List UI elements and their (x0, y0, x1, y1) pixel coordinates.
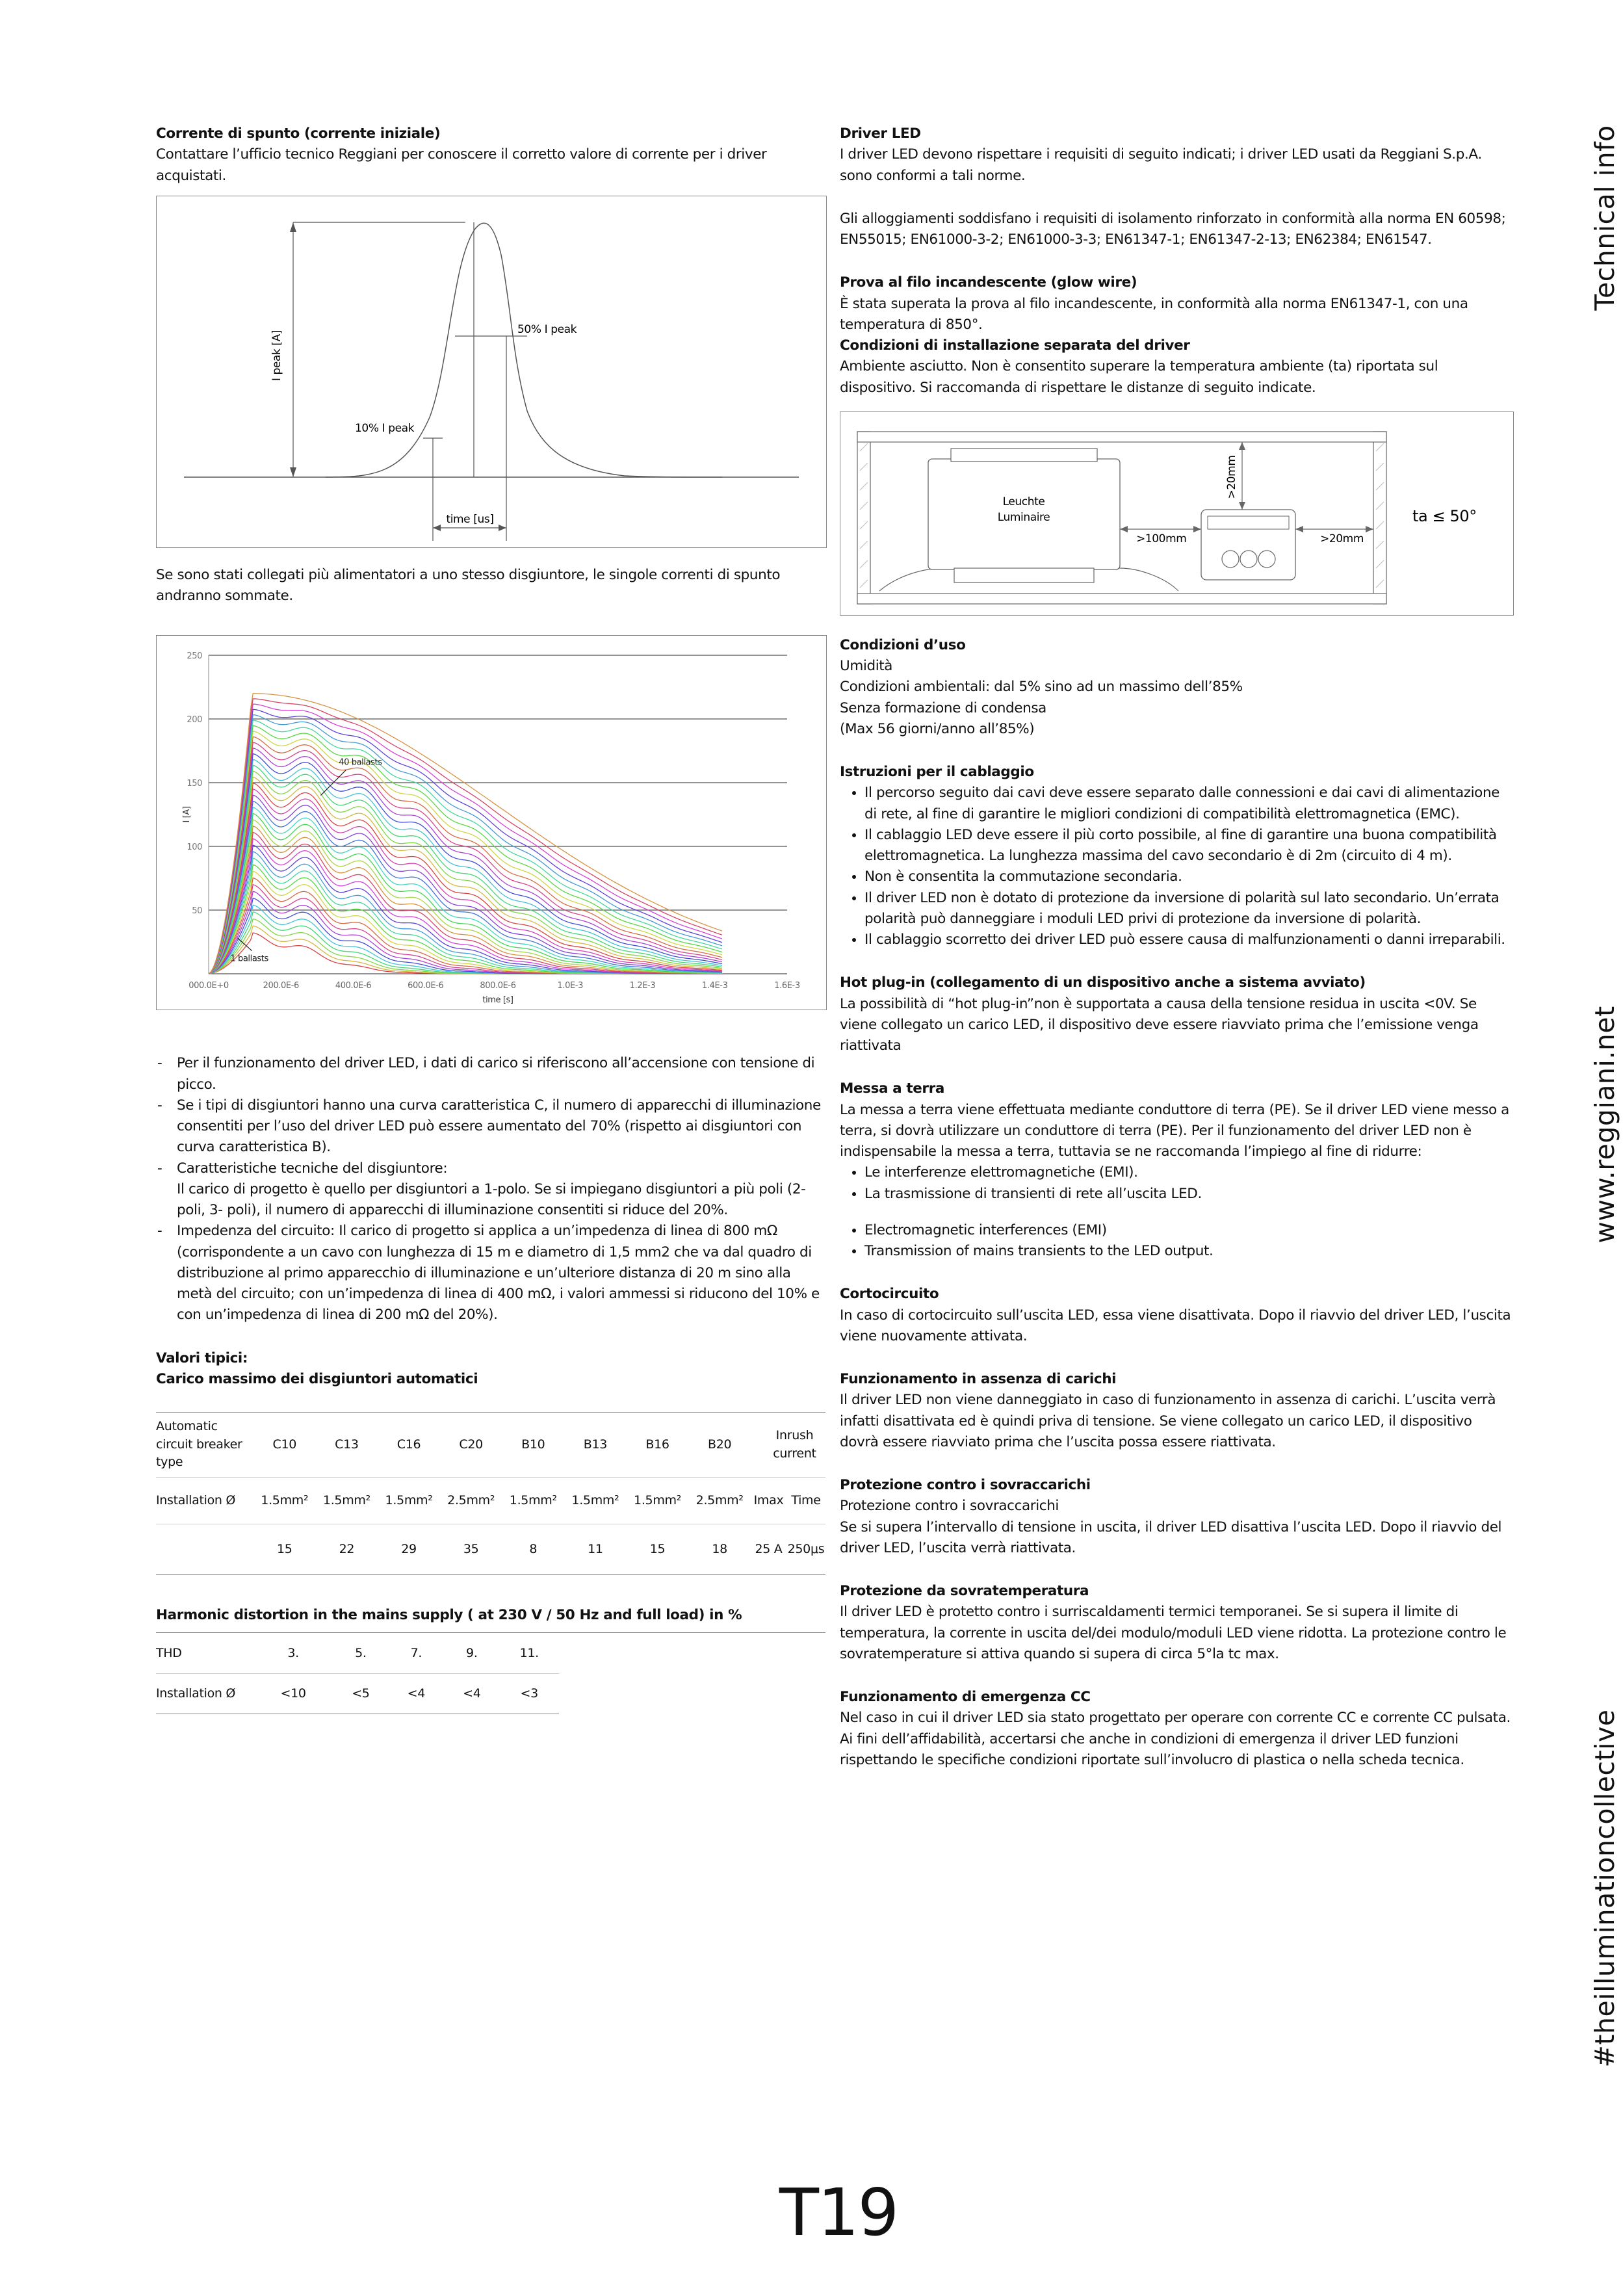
earth-title: Messa a terra (840, 1080, 944, 1097)
install-diagram-svg (840, 412, 1513, 615)
time-arrow-right (499, 525, 506, 531)
wiring-item: • Il driver LED non è dotato di protezione da inversione di polarità sul lato secondario. Un’errata polarità può danneggiare i moduli LED privi di protezione da inversione di polarità. (864, 888, 1513, 930)
inrush-chart (156, 635, 827, 1010)
peak-diagram (156, 196, 827, 548)
driver-knob (1240, 551, 1257, 567)
overtemp-title: Protezione da sovratemperatura (840, 1583, 1089, 1599)
breaker-header-row (156, 1413, 825, 1478)
breaker-col: B20 (708, 1437, 732, 1452)
wiring-item: • Il cablaggio scorretto dei driver LED può essere causa di malfunzionamenti o danni irreparabili. (864, 930, 1513, 950)
driver-text: I driver LED devono rispettare i requisiti di seguito indicati; i driver LED usati da Reggiani S.p.A. sono conformi a tali norme. (840, 146, 1482, 184)
install-title: Condizioni di installazione separata del driver (840, 337, 1190, 354)
breaker-col: B10 (521, 1437, 545, 1452)
install-diagram (840, 411, 1514, 616)
overload-sub: Protezione contro i sovraccarichi (840, 1498, 1059, 1515)
breaker-col: B13 (583, 1437, 608, 1452)
y-tick-label: 250 (187, 651, 202, 662)
install-text: Ambiente asciutto. Non è consentito superare la temperatura ambiente (ta) riportata sul dispositivo. Si raccomanda di rispettare le distanze di seguito indicate. (840, 358, 1438, 396)
installation-label: Installation Ø (156, 1493, 236, 1508)
overload-title: Protezione contro i sovraccarichi (840, 1477, 1091, 1493)
chart-series-line (209, 709, 722, 974)
arrow-down (290, 467, 296, 477)
order-cell: 5. (355, 1645, 367, 1660)
emergency-title: Funzionamento di emergenza CC (840, 1689, 1091, 1705)
overtemp-text: Il driver LED è protetto contro i surriscaldamenti termici temporanei. Se si supera il limite di temperatura, la corrente in uscita del/dei modulo/moduli LED viene ridotta. La protezione contro le sovratemperature si attiva quando si supera di circa 5°la tc max. (840, 1604, 1507, 1662)
section-cell: 1.5mm² (509, 1493, 557, 1508)
harmonic-table (156, 1633, 559, 1714)
dist-100-label: >100mm (1136, 532, 1187, 545)
section-cell: 1.5mm² (261, 1493, 309, 1508)
breaker-header-first: Automatic circuit breaker type (156, 1419, 242, 1470)
page-number: T19 (779, 2174, 898, 2250)
arrow (1295, 526, 1303, 532)
order-cell: 11. (519, 1645, 539, 1660)
inrush-title: Corrente di spunto (corrente iniziale) (156, 125, 441, 142)
driver-top (1208, 516, 1289, 529)
harmonic-value: <10 (280, 1686, 306, 1701)
note-item: - Caratteristiche tecniche del disgiuntore: (156, 1158, 825, 1179)
value-cell: 18 (712, 1542, 727, 1557)
harmonic-value: <5 (352, 1686, 370, 1701)
standards-text: Gli alloggiamenti soddisfano i requisiti di isolamento rinforzato in conformità alla norma EN 60598; (840, 210, 1506, 227)
arrow (1193, 526, 1201, 532)
arrow-up (290, 222, 296, 232)
imax-label: Imax (753, 1493, 784, 1508)
x-tick-label: 1.6E-3 (774, 981, 800, 991)
breaker-col: C10 (272, 1437, 297, 1452)
time-label-cell: Time (791, 1493, 821, 1508)
x-tick-label: 200.0E-6 (263, 981, 299, 991)
floor-slab (857, 594, 1386, 604)
sum-text: Se sono stati collegati più alimentatori a uno stesso disgiuntore, le singole correnti di spunto andranno sommate. (156, 566, 781, 604)
luminaire-label-2: Luminaire (997, 510, 1050, 524)
note-item: - Impedenza del circuito: Il carico di progetto si applica a un’impedenza di linea di 800 mΩ (corrispondente a un cavo con lunghezza di 15 m e diametro di 1,5 mm2 che va dal quadro di distribuzione al primo apparecchio di illuminazione e un’ulteriore distanza di 20 m sino alla metà del circuito; con un’impedenza di linea di 400 mΩ, i valori ammessi si riducono del 10% e con un’impedenza di linea di 200 mΩ del 20%). (156, 1221, 825, 1325)
use-title: Condizioni d’uso (840, 636, 966, 653)
noload-title: Funzionamento in assenza di carichi (840, 1371, 1117, 1387)
arrow (1239, 442, 1245, 450)
dist-20v-label: >20mm (1225, 455, 1238, 499)
y-axis-label: I [A] (182, 806, 192, 823)
short-text: In caso di cortocircuito sull’uscita LED, essa viene disattivata. Dopo il riavvio del driver LED, l’uscita viene nuovamente attivata. (840, 1307, 1511, 1344)
left-column (156, 124, 825, 1714)
chart-series-line (209, 789, 722, 974)
y-tick-label: 200 (187, 715, 202, 725)
section-cell: 1.5mm² (385, 1493, 433, 1508)
value-cell: 15 (277, 1542, 292, 1557)
luminaire-top (951, 449, 1097, 462)
ceiling (857, 432, 1386, 442)
chart-series-line (209, 771, 722, 974)
harmonic-value: <3 (520, 1686, 538, 1701)
side-label-site: www.reggiani.net (1589, 1006, 1620, 1244)
inrush-text: Contattare l’ufficio tecnico Reggiani per conoscere il corretto valore di corrente per i driver acquistati. (156, 146, 767, 184)
glow-text: È stata superata la prova al filo incandescente, in conformità alla norma EN61347-1, con una temperatura di 850°. (840, 295, 1468, 333)
value-cell: 22 (339, 1542, 355, 1557)
wiring-title: Istruzioni per il cablaggio (840, 764, 1034, 780)
time-value: 250μs (787, 1542, 825, 1557)
harmonic-value: <4 (463, 1686, 481, 1701)
inrush-curve (326, 223, 722, 477)
y-tick-label: 100 (187, 842, 202, 853)
peak-diagram-svg (157, 196, 826, 547)
order-cell: 9. (466, 1645, 478, 1660)
driver-knob (1222, 551, 1239, 567)
glow-title: Prova al filo incandescente (glow wire) (840, 274, 1137, 291)
side-label-technical: Technical info (1589, 125, 1620, 311)
chart-series-line (209, 731, 722, 974)
hotplug-text: La possibilità di “hot plug-in”non è supportata a causa della tensione residua in uscita <0V. Se viene collegato un carico LED, il dispositivo deve essere riavviato prima che l’emissione venga riattivata (840, 995, 1479, 1054)
arrow (1120, 526, 1128, 532)
annotation-pointer (238, 938, 252, 951)
driver-knob (1258, 551, 1275, 567)
hotplug-title: Hot plug-in (collegamento di un dispositivo anche a sistema avviato) (840, 974, 1366, 991)
side-label-hashtag: #theilluminationcollective (1589, 1709, 1620, 2068)
earth-item: • Le interferenze elettromagnetiche (EMI). (864, 1162, 1513, 1183)
use-line: Umidità (840, 658, 893, 674)
thd-label: THD (156, 1645, 182, 1660)
noload-text: Il driver LED non viene danneggiato in caso di funzionamento in assenza di carichi. L’uscita verrà infatti disattivata ed è quindi priva di tensione. Se viene collegato un carico LED, il dispositivo dovrà essere riavviato prima che l’uscita possa essere riattivata. (840, 1392, 1496, 1450)
emergency-text: Nel caso in cui il driver LED sia stato progettato per operare con corrente CC e corrente CC pulsata. Ai fini dell’affidabilità, accertarsi che anche in condizioni di emergenza il driver LED funzioni rispettando le specifiche condizioni riportate sull’involucro di plastica o nella scheda tecnica. (840, 1710, 1511, 1768)
wiring-list (840, 783, 1513, 950)
section-cell: 1.5mm² (634, 1493, 682, 1508)
chart-series-line (209, 926, 722, 974)
x-tick-label: 1.4E-3 (702, 981, 728, 991)
wall-right (1373, 432, 1386, 604)
right-column (840, 124, 1513, 1771)
label-50: 50% I peak (517, 322, 577, 336)
earth-item: • La trasmissione di transienti di rete all’uscita LED. (864, 1184, 1513, 1205)
x-tick-label: 600.0E-6 (408, 981, 444, 991)
dist-20h-label: >20mm (1320, 532, 1364, 545)
breaker-section-row (156, 1478, 825, 1524)
annotation-1-ballasts: 1 ballasts (230, 954, 268, 964)
section-cell: 1.5mm² (571, 1493, 619, 1508)
luminaire-trim (954, 568, 1094, 582)
peak-ylabel: I peak [A] (270, 330, 283, 381)
earth-text: La messa a terra viene effettuata mediante conduttore di terra (PE). Se il driver LED viene messo a terra, si dovrà utilizzare un conduttore di terra (PE). Per il funzionamento del driver LED non è indispensabile la messa a terra, tuttavia se ne raccomanda l’impiego al fine di ridurre: (840, 1101, 1509, 1160)
breaker-col: C13 (335, 1437, 359, 1452)
section-cell: 2.5mm² (695, 1493, 744, 1508)
order-cell: 3. (287, 1645, 299, 1660)
value-cell: 11 (588, 1542, 603, 1557)
label-10: 10% I peak (355, 421, 415, 435)
ta-label: ta ≤ 50° (1412, 506, 1477, 525)
x-tick-label: 1.2E-3 (629, 981, 656, 991)
wiring-item: • Il cablaggio LED deve essere il più corto possibile, al fine di garantire una buona compatibilità elettromagnetica. La lunghezza massima del cavo secondario è di 2m (circuito di 4 m). (864, 825, 1513, 867)
value-cell: 8 (529, 1542, 538, 1557)
chart-series-line (209, 704, 722, 974)
use-line: Condizioni ambientali: dal 5% sino ad un massimo dell’85% (840, 679, 1243, 696)
breaker-col: B16 (645, 1437, 669, 1452)
earth-list (840, 1162, 1513, 1205)
y-tick-label: 150 (187, 779, 202, 789)
harmonic-value: <4 (407, 1686, 426, 1701)
notes-list (156, 1053, 825, 1325)
wiring-item: • Non è consentita la commutazione secondaria. (864, 867, 1513, 887)
wall-left (857, 432, 870, 604)
inrush-chart-svg (157, 636, 826, 1010)
breaker-header-last: Inrush current (773, 1428, 816, 1461)
arrow (1239, 502, 1245, 510)
typical-title: Valori tipici: (156, 1350, 248, 1366)
y-tick-label: 50 (192, 906, 202, 917)
chart-series-line (209, 845, 722, 974)
value-cell: 15 (649, 1542, 666, 1557)
short-title: Cortocircuito (840, 1286, 939, 1303)
overload-text: Se si supera l’intervallo di tensione in uscita, il driver LED disattiva l’uscita LED. Dopo il riavvio del driver LED, l’uscita verrà riattivata. (840, 1519, 1502, 1556)
x-tick-label: 800.0E-6 (480, 981, 516, 991)
breaker-col: C16 (396, 1437, 421, 1452)
chart-series-line (209, 912, 722, 974)
value-cell: 35 (463, 1542, 479, 1557)
use-line: Senza formazione di condensa (840, 699, 1046, 716)
driver-title: Driver LED (840, 125, 921, 142)
x-axis-label: time [s] (482, 995, 513, 1006)
harmonic-row-thd (156, 1633, 559, 1673)
wiring-item: • Il percorso seguito dai cavi deve essere separato dalle connessioni e dai cavi di alimentazione di rete, al fine di garantire le migliori condizioni di compatibilità elettromagnetica (EMC). (864, 783, 1513, 825)
chart-series-line (209, 699, 722, 974)
earth-item-en: • Transmission of mains transients to the LED output. (864, 1241, 1513, 1262)
section-cell: 2.5mm² (447, 1493, 495, 1508)
use-line: (Max 56 giorni/anno all’85%) (840, 720, 1035, 737)
harmonic-row-values (156, 1673, 559, 1714)
breaker-table (156, 1412, 825, 1575)
standards-list: EN55015; EN61000-3-2; EN61000-3-3; EN61347-1; EN61347-2-13; EN62384; EN61547. (840, 231, 1432, 248)
note-item: - Per il funzionamento del driver LED, i dati di carico si riferiscono all’accensione con tensione di picco. (156, 1053, 825, 1095)
luminaire-label-1: Leuchte (1002, 495, 1045, 508)
earth-item-en: • Electromagnetic interferences (EMI) (864, 1220, 1513, 1241)
imax-value: 25 A (755, 1542, 783, 1557)
value-cell: 29 (401, 1542, 417, 1557)
section-cell: 1.5mm² (322, 1493, 370, 1508)
installation-label: Installation Ø (156, 1686, 236, 1701)
typical-subtitle: Carico massimo dei disgiuntori automatici (156, 1370, 478, 1387)
chart-series-line (209, 742, 722, 974)
breaker-values-row (156, 1524, 825, 1575)
breaker-col: C20 (459, 1437, 483, 1452)
order-cell: 7. (410, 1645, 422, 1660)
x-tick-label: 1.0E-3 (557, 981, 583, 991)
time-label: time [us] (446, 512, 494, 526)
annotation-40-ballasts: 40 ballasts (339, 757, 382, 768)
harmonic-title: Harmonic distortion in the mains supply ( at 230 V / 50 Hz and full load) in % (156, 1605, 825, 1633)
x-tick-label: 000.0E+0 (188, 981, 229, 991)
arrow (1366, 526, 1373, 532)
earth-list-en (840, 1220, 1513, 1262)
note-item: Il carico di progetto è quello per disgiuntori a 1-polo. Se si impiegano disgiuntori a più poli (2-poli, 3- poli), il numero di apparecchi di illuminazione consentiti si riduce del 20%. (177, 1181, 806, 1218)
note-item: - Se i tipi di disgiuntori hanno una curva caratteristica C, il numero di apparecchi di illuminazione consentiti per l’uso del driver LED può essere aumentato del 70% (rispetto ai disgiuntori con curva caratteristica B). (156, 1095, 825, 1158)
time-arrow-left (433, 525, 441, 531)
x-tick-label: 400.0E-6 (335, 981, 372, 991)
